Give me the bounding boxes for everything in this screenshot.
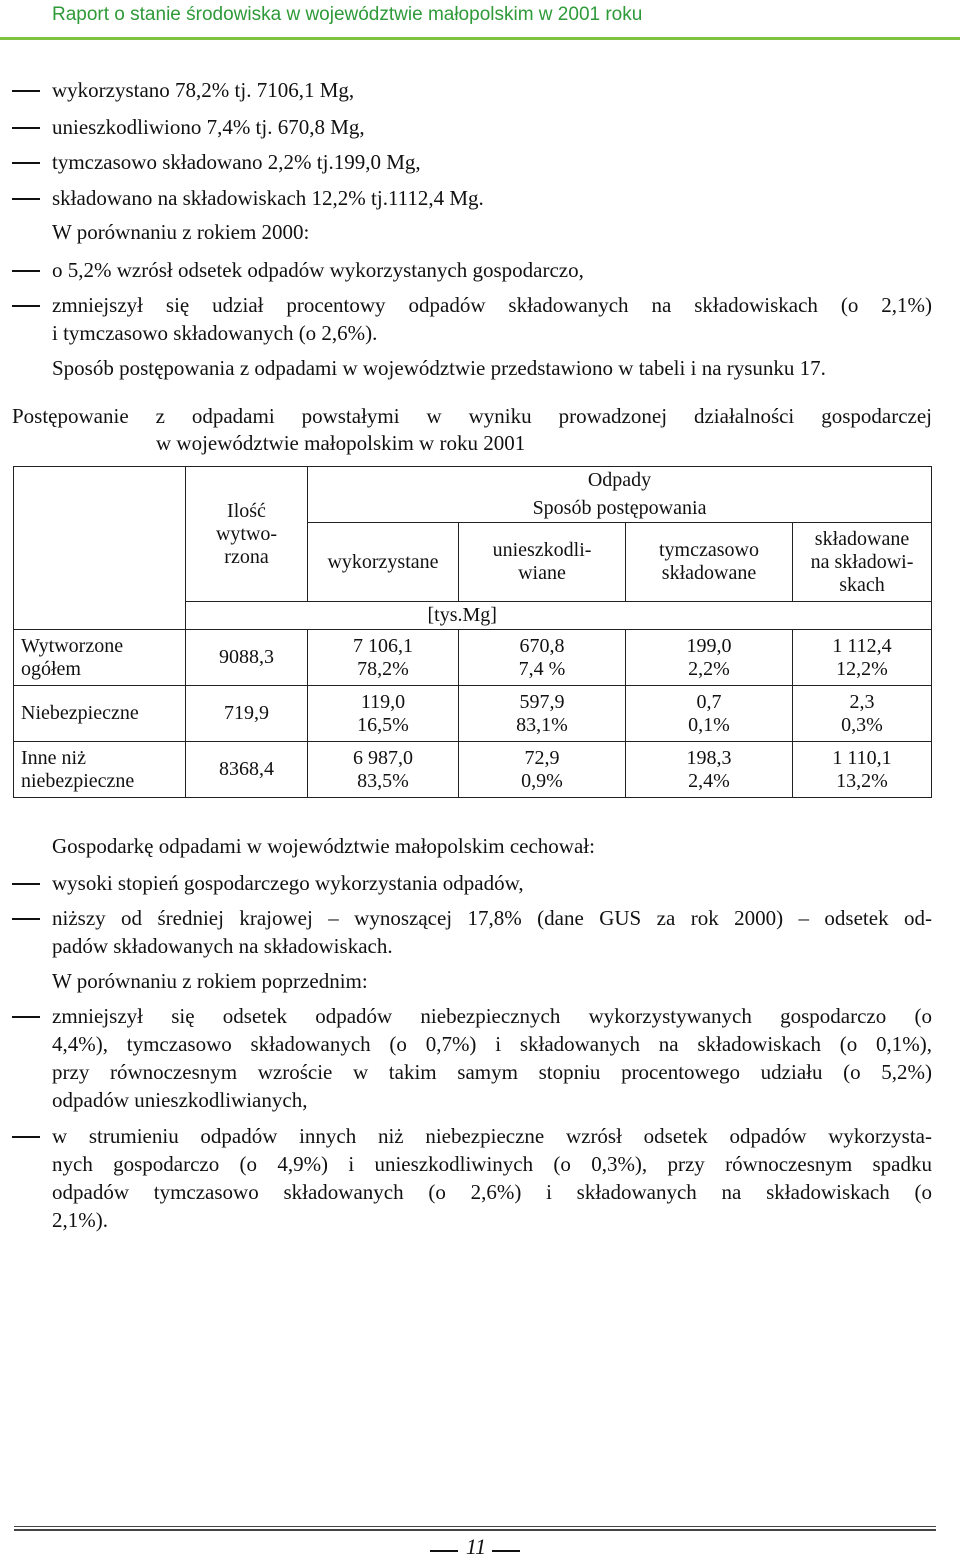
col-header-odpady: Odpady <box>308 467 932 495</box>
col-header-used: wykorzystane <box>308 523 459 602</box>
cell-landfill: 1 110,1 13,2% <box>793 742 932 798</box>
list-item: składowano na składowiskach 12,2% tj.1112,4 Mg. <box>52 186 484 210</box>
cell-amount: 9088,3 <box>186 630 308 686</box>
table-row <box>14 630 932 686</box>
table-row <box>14 742 932 798</box>
comparison-2000-lead: W porównaniu z rokiem 2000: <box>52 220 310 244</box>
header-rule <box>0 37 960 40</box>
list-dash <box>12 883 40 885</box>
page-number: 11 <box>465 1534 487 1559</box>
list-dash <box>12 127 40 129</box>
cell-amount: 8368,4 <box>186 742 308 798</box>
list-item: wykorzystano 78,2% tj. 7106,1 Mg, <box>52 78 355 102</box>
cell-neutralized: 72,9 0,9% <box>459 742 626 798</box>
row-label: Wytworzone ogółem <box>14 630 186 686</box>
unit-label: [tys.Mg] <box>308 602 932 630</box>
list-dash <box>12 270 40 272</box>
cell-neutralized: 670,8 7,4 % <box>459 630 626 686</box>
list-item-line: 2,1%). <box>52 1208 108 1232</box>
report-title: Raport o stanie środowiska w województwie małopolskim w 2001 roku <box>52 4 643 25</box>
row-label: Inne niż niebezpieczne <box>14 742 186 798</box>
page-number-dash <box>492 1550 520 1552</box>
list-item-line: w strumieniu odpadów innych niż niebezpieczne wzrósł odsetek odpadów wykorzysta- <box>52 1124 932 1148</box>
cell-landfill: 2,3 0,3% <box>793 686 932 742</box>
list-item-line: i tymczasowo składowanych (o 2,6%). <box>52 321 378 345</box>
list-item-line: przy równoczesnym wzroście w takim samym stopniu procentowego udziału (o 5,2%) <box>52 1060 932 1084</box>
list-item-line: niższy od średniej krajowej – wynoszącej 17,8% (dane GUS za rok 2000) – odsetek od- <box>52 906 932 930</box>
list-dash <box>12 1136 40 1138</box>
list-item: tymczasowo składowano 2,2% tj.199,0 Mg, <box>52 150 421 174</box>
management-lead: Gospodarkę odpadami w województwie małopolskim cechował: <box>52 834 595 858</box>
table-caption-line1: Postępowanie z odpadami powstałymi w wyniku prowadzonej działalności gospodarczej <box>12 404 932 428</box>
list-dash <box>12 1016 40 1018</box>
list-item: o 5,2% wzrósł odsetek odpadów wykorzystanych gospodarczo, <box>52 258 584 282</box>
table-corner-cell <box>14 467 186 630</box>
list-dash <box>12 918 40 920</box>
col-header-method: Sposób postępowania <box>308 495 932 523</box>
cell-landfill: 1 112,4 12,2% <box>793 630 932 686</box>
list-dash <box>12 305 40 307</box>
list-item-line: zmniejszył się udział procentowy odpadów składowanych na składowiskach (o 2,1%) <box>52 293 932 317</box>
table-caption-line2: w województwie małopolskim w roku 2001 <box>156 431 526 455</box>
list-item-line: padów składowanych na składowiskach. <box>52 934 393 958</box>
list-item-line: 4,4%), tymczasowo składowanych (o 0,7%) i składowanych na składowiskach (o 0,1%), <box>52 1032 932 1056</box>
list-item-line: zmniejszył się odsetek odpadów niebezpiecznych wykorzystywanych gospodarczo (o <box>52 1004 932 1028</box>
list-item-line: odpadów tymczasowo składowanych (o 2,6%) i składowanych na składowiskach (o <box>52 1180 932 1204</box>
waste-table <box>13 466 932 798</box>
col-header-amount: Ilość wytwo- rzona <box>186 467 308 602</box>
col-header-neutralized: unieszkodli- wiane <box>459 523 626 602</box>
footer-rule <box>14 1529 936 1531</box>
cell-used: 6 987,0 83,5% <box>308 742 459 798</box>
cell-temp: 0,7 0,1% <box>626 686 793 742</box>
method-sentence: Sposób postępowania z odpadami w województwie przedstawiono w tabeli i na rysunku 17. <box>52 356 826 380</box>
cell-used: 7 106,1 78,2% <box>308 630 459 686</box>
page-header <box>0 0 960 42</box>
list-item-line: odpadów unieszkodliwianych, <box>52 1088 308 1112</box>
cell-temp: 198,3 2,4% <box>626 742 793 798</box>
cell-amount: 719,9 <box>186 686 308 742</box>
table-row <box>14 686 932 742</box>
comparison-prev-lead: W porównaniu z rokiem poprzednim: <box>52 969 368 993</box>
footer-rule <box>14 1526 936 1527</box>
list-dash <box>12 90 40 92</box>
list-dash <box>12 162 40 164</box>
cell-neutralized: 597,9 83,1% <box>459 686 626 742</box>
col-header-temp: tymczasowo składowane <box>626 523 793 602</box>
col-header-landfill: składowane na składowi- skach <box>793 523 932 602</box>
row-label: Niebezpieczne <box>14 686 186 742</box>
list-item: wysoki stopień gospodarczego wykorzystania odpadów, <box>52 871 524 895</box>
cell-temp: 199,0 2,2% <box>626 630 793 686</box>
list-item-line: nych gospodarczo (o 4,9%) i unieszkodliwinych (o 0,3%), przy równoczesnym spadku <box>52 1152 932 1176</box>
cell-used: 119,0 16,5% <box>308 686 459 742</box>
list-item: unieszkodliwiono 7,4% tj. 670,8 Mg, <box>52 115 365 139</box>
list-dash <box>12 198 40 200</box>
